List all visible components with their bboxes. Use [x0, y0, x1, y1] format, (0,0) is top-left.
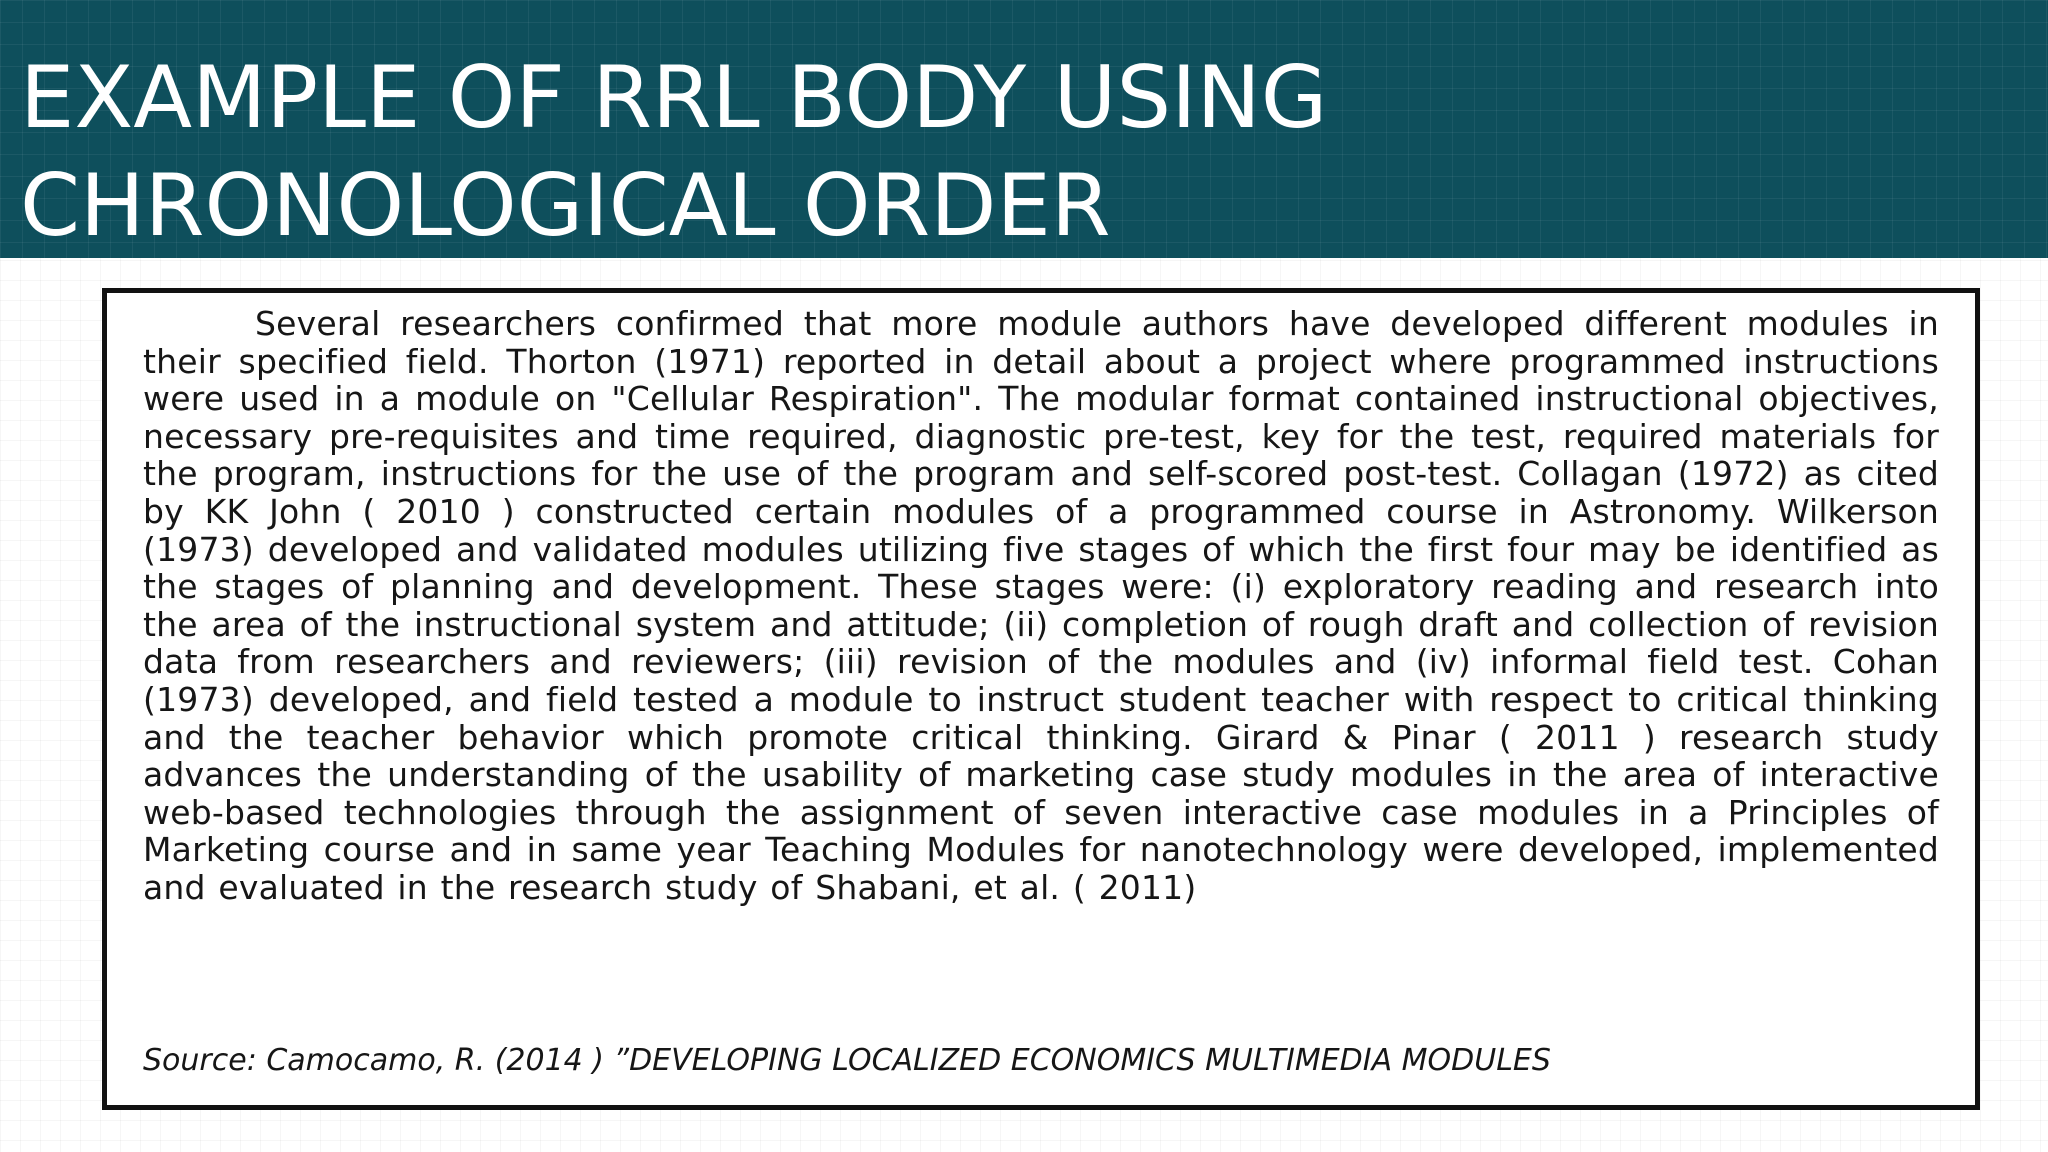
excerpt-source-citation: Source: Camocamo, R. (2014 ) ”DEVELOPING LOCALIZED ECONOMICS MULTIMEDIA MODULES: [143, 1043, 1551, 1078]
excerpt-body-text: Several researchers confirmed that more module authors have developed different modules in their specified field. Thorton (1971) reported in detail about a project where programmed instructions were used in a module on "Cellular Respiration". The modular format contained instructional objectives, necessary pre-requisites and time required, diagnostic pre-test, key for the test, required materials for the program, instructions for the use of the program and self-scored post-test. Collagan (1972) as cited by KK John ( 2010 ) constructed certain modules of a programmed course in Astronomy. Wilkerson (1973) developed and validated modules utilizing five stages of which the first four may be identified as the stages of planning and development. These stages were: (i) exploratory reading and research into the area of the instructional system and attitude; (ii) completion of rough draft and collection of revision data from researchers and reviewers; (iii) revision of the modules and (iv) informal field test. Cohan (1973) developed, and field tested a module to instruct student teacher with respect to critical thinking and the teacher behavior which promote critical thinking. Girard & Pinar ( 2011 ) research study advances the understanding of the usability of marketing case study modules in the area of interactive web-based technologies through the assignment of seven interactive case modules in a Principles of Marketing course and in same year Teaching Modules for nanotechnology were developed, implemented and evaluated in the research study of Shabani, et al. ( 2011): [143, 304, 1939, 907]
title-banner: [0, 0, 2048, 258]
slide-title: EXAMPLE OF RRL BODY USING CHRONOLOGICAL ORDER: [20, 48, 1328, 256]
excerpt-image-box: [102, 288, 1980, 1110]
